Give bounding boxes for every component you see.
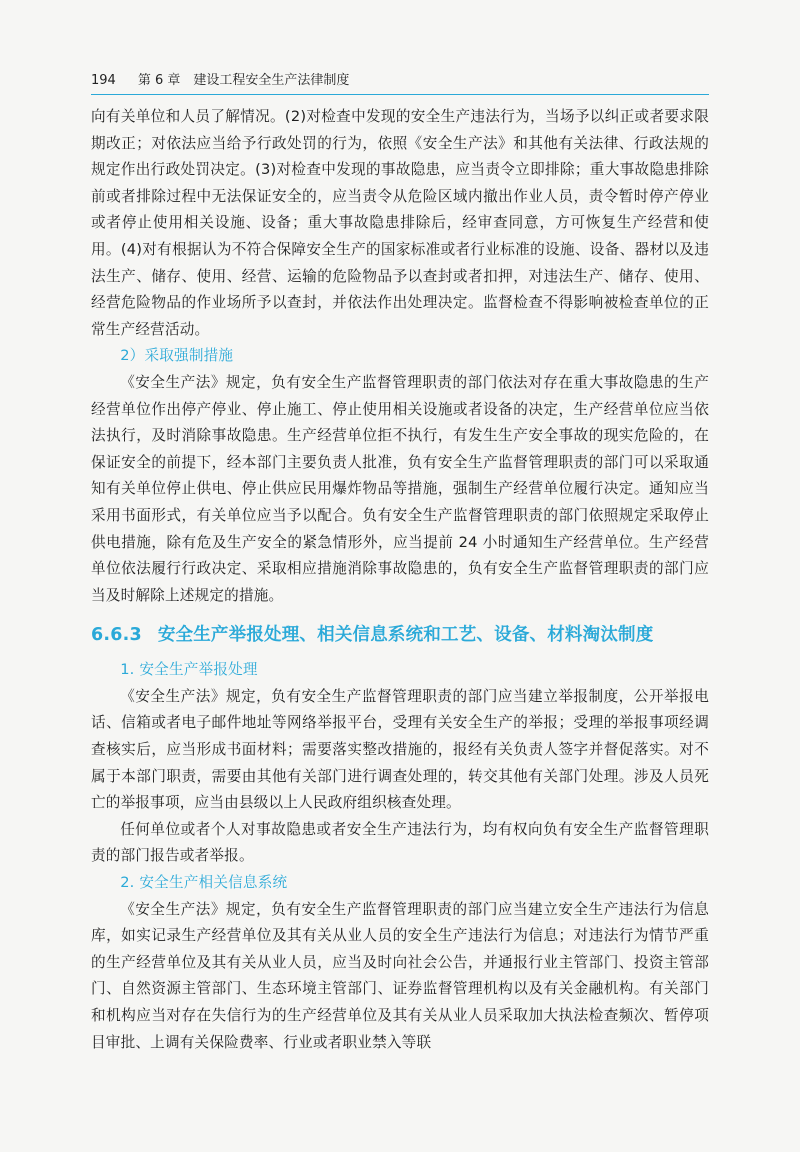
page-number: 194: [91, 73, 116, 88]
running-header: [91, 70, 709, 92]
paragraph-right-to-report: 任何单位或者个人对事故隐患或者安全生产违法行为，均有权向负有安全生产监督管理职责的部门报告或者举报。: [91, 820, 709, 865]
section-number: 6.6.3: [91, 625, 142, 646]
paragraph-compulsory-measures: 《安全生产法》规定，负有安全生产监督管理职责的部门依法对存在重大事故隐患的生产经营单位作出停产停业、停止施工、停止使用相关设施或者设备的决定，生产经营单位应当依法执行，及时消除事故隐患。生产经营单位拒不执行，有发生生产安全事故的现实危险的，在保证安全的前提下，经本部门主要负责人批准，负有安全生产监督管理职责的部门可以采取通知有关单位停止供电、停止供应民用爆炸物品等措施，强制生产经营单位履行决定。通知应当采用书面形式，有关单位应当予以配合。负有安全生产监督管理职责的部门依照规定采取停止供电措施，除有危及生产安全的紧急情形外，应当提前 24 小时通知生产经营单位。生产经营单位依法履行行政决定、采取相应措施消除事故隐患的，负有安全生产监督管理职责的部门应当及时解除上述规定的措施。: [91, 373, 709, 604]
subheading-compulsory-measures: 2）采取强制措施: [120, 347, 234, 365]
header-rule: [91, 94, 709, 95]
paragraph-inspection-powers: 向有关单位和人员了解情况。(2)对检查中发现的安全生产违法行为，当场予以纠正或者要求限期改正；对依法应当给予行政处罚的行为，依照《安全生产法》和其他有关法律、行政法规的规定作出行政处罚决定。(3)对检查中发现的事故隐患，应当责令立即排除；重大事故隐患排除前或者排除过程中无法保证安全的，应当责令从危险区域内撤出作业人员，责令暂时停产停业或者停止使用相关设施、设备；重大事故隐患排除后，经审查同意，方可恢复生产经营和使用。(4)对有根据认为不符合保障安全生产的国家标准或者行业标准的设施、设备、器材以及违法生产、储存、使用、经营、运输的危险物品予以查封或者扣押，对违法生产、储存、使用、经营危险物品的作业场所予以查封，并依法作出处理决定。监督检查不得影响被检查单位的正常生产经营活动。: [91, 108, 709, 338]
paragraph-violation-database: 《安全生产法》规定，负有安全生产监督管理职责的部门应当建立安全生产违法行为信息库，如实记录生产经营单位及其有关从业人员的安全生产违法行为信息；对违法行为情节严重的生产经营单位及其有关从业人员，应当及时向社会公告，并通报行业主管部门、投资主管部门、自然资源主管部门、生态环境主管部门、证券监督管理机构以及有关金融机构。有关部门和机构应当对存在失信行为的生产经营单位及其有关从业人员采取加大执法检查频次、暂停项目审批、上调有关保险费率、行业或者职业禁入等联: [91, 900, 709, 1051]
section-title: 安全生产举报处理、相关信息系统和工艺、设备、材料淘汰制度: [157, 625, 654, 646]
subheading-information-system: 2. 安全生产相关信息系统: [120, 874, 288, 892]
section-heading: [91, 621, 709, 649]
subheading-report-handling: 1. 安全生产举报处理: [120, 661, 258, 679]
chapter-title: 第 6 章 建设工程安全生产法律制度: [137, 73, 350, 88]
body-text: [91, 104, 709, 1056]
paragraph-report-system: 《安全生产法》规定，负有安全生产监督管理职责的部门应当建立举报制度，公开举报电话、信箱或者电子邮件地址等网络举报平台，受理有关安全生产的举报；受理的举报事项经调查核实后，应当形成书面材料；需要落实整改措施的，报经有关负责人签字并督促落实。对不属于本部门职责，需要由其他有关部门进行调查处理的，转交其他有关部门处理。涉及人员死亡的举报事项，应当由县级以上人民政府组织核查处理。: [91, 687, 709, 812]
